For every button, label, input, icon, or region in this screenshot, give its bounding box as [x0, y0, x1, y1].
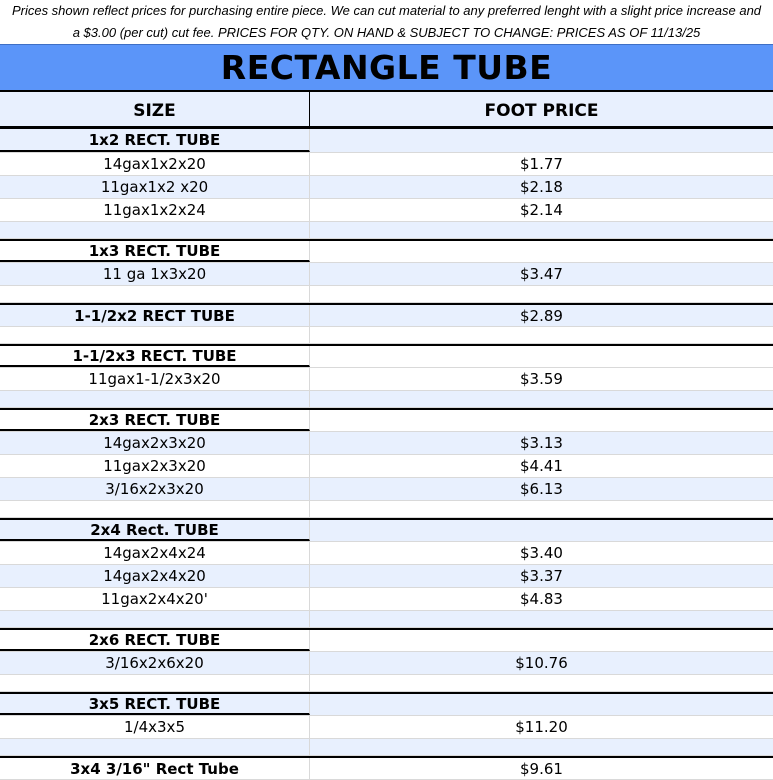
size-cell[interactable]: 11gax2x4x20'	[0, 588, 310, 610]
table-row[interactable]	[0, 303, 773, 327]
size-cell[interactable]	[0, 675, 310, 691]
table-row[interactable]	[0, 368, 773, 391]
table-header	[0, 92, 773, 129]
table-row[interactable]	[0, 129, 773, 153]
price-cell[interactable]	[310, 327, 773, 343]
spacer-row	[0, 675, 773, 692]
size-cell[interactable]	[0, 222, 310, 238]
price-cell[interactable]: $4.41	[520, 457, 563, 475]
size-cell[interactable]: 1/4x3x5	[0, 716, 310, 738]
price-cell[interactable]	[310, 391, 773, 407]
price-notice	[0, 0, 773, 44]
price-cell[interactable]: $3.37	[520, 567, 563, 585]
size-cell[interactable]	[0, 501, 310, 517]
size-cell[interactable]	[0, 286, 310, 302]
table-row[interactable]	[0, 588, 773, 611]
table-row[interactable]	[0, 263, 773, 286]
table-row[interactable]	[0, 716, 773, 739]
size-cell[interactable]: 11gax1-1/2x3x20	[0, 368, 310, 390]
table-row[interactable]	[0, 542, 773, 565]
spacer-row	[0, 327, 773, 344]
table-row[interactable]	[0, 408, 773, 432]
size-cell[interactable]: 3x4 3/16" Rect Tube	[0, 758, 310, 779]
size-cell[interactable]: 14gax1x2x20	[0, 153, 310, 175]
size-cell[interactable]: 11gax1x2x24	[0, 199, 310, 221]
price-cell[interactable]: $2.89	[520, 306, 563, 325]
size-cell[interactable]: 3x5 RECT. TUBE	[0, 694, 310, 715]
table-row[interactable]	[0, 478, 773, 501]
spacer-row	[0, 391, 773, 408]
sheet-title: RECTANGLE TUBE	[0, 44, 773, 92]
size-cell[interactable]: 14gax2x4x24	[0, 542, 310, 564]
size-cell[interactable]	[0, 611, 310, 627]
table-row[interactable]	[0, 565, 773, 588]
price-cell[interactable]	[310, 410, 773, 431]
size-cell[interactable]	[0, 739, 310, 755]
table-row[interactable]	[0, 432, 773, 455]
size-cell[interactable]: 1-1/2x3 RECT. TUBE	[0, 346, 310, 367]
price-cell[interactable]: $3.13	[520, 434, 563, 452]
price-cell[interactable]	[310, 501, 773, 517]
size-cell[interactable]: 2x6 RECT. TUBE	[0, 630, 310, 651]
size-cell[interactable]: 11gax2x3x20	[0, 455, 310, 477]
spacer-row	[0, 611, 773, 628]
table-row[interactable]	[0, 344, 773, 368]
spacer-row	[0, 222, 773, 239]
price-cell[interactable]	[310, 630, 773, 651]
foot-price-column-header[interactable]: FOOT PRICE	[484, 101, 599, 121]
size-cell[interactable]: 11 ga 1x3x20	[0, 263, 310, 285]
size-cell[interactable]: 2x4 Rect. TUBE	[0, 520, 310, 541]
price-cell[interactable]: $3.59	[520, 370, 563, 388]
price-cell[interactable]: $11.20	[515, 718, 568, 736]
size-column-header[interactable]: SIZE	[0, 92, 310, 126]
table-row[interactable]	[0, 239, 773, 263]
price-cell[interactable]: $1.77	[520, 155, 563, 173]
price-cell[interactable]	[310, 520, 773, 541]
price-cell[interactable]: $6.13	[520, 480, 563, 498]
notice-line-1: Prices shown reflect prices for purchasing entire piece. We can cut material to any preferred lenght with a slight price increase and	[11, 3, 762, 18]
price-cell[interactable]	[310, 129, 773, 152]
price-cell[interactable]	[310, 241, 773, 262]
price-cell[interactable]	[310, 739, 773, 755]
price-cell[interactable]	[310, 675, 773, 691]
table-row[interactable]	[0, 455, 773, 478]
price-cell[interactable]	[310, 346, 773, 367]
table-row[interactable]	[0, 652, 773, 675]
table-row[interactable]	[0, 176, 773, 199]
price-cell[interactable]: $10.76	[515, 654, 568, 672]
price-cell[interactable]	[310, 286, 773, 302]
table-row[interactable]	[0, 628, 773, 652]
price-cell[interactable]: $3.40	[520, 544, 563, 562]
price-table	[0, 129, 773, 780]
price-cell[interactable]: $4.83	[520, 590, 563, 608]
table-row[interactable]	[0, 756, 773, 780]
price-cell[interactable]	[310, 694, 773, 715]
size-cell[interactable]: 1-1/2x2 RECT TUBE	[0, 305, 310, 326]
table-row[interactable]	[0, 153, 773, 176]
spacer-row	[0, 501, 773, 518]
size-cell[interactable]: 1x2 RECT. TUBE	[0, 129, 310, 152]
size-cell[interactable]: 3/16x2x6x20	[0, 652, 310, 674]
table-row[interactable]	[0, 692, 773, 716]
price-cell[interactable]: $9.61	[520, 759, 563, 778]
size-cell[interactable]: 14gax2x4x20	[0, 565, 310, 587]
price-cell[interactable]	[310, 222, 773, 238]
notice-line-2: a $3.00 (per cut) cut fee. PRICES FOR QTY. ON HAND & SUBJECT TO CHANGE: PRICES AS OF 11/13/25	[72, 25, 701, 40]
size-cell[interactable]: 2x3 RECT. TUBE	[0, 410, 310, 431]
price-cell[interactable]: $3.47	[520, 265, 563, 283]
size-cell[interactable]: 3/16x2x3x20	[0, 478, 310, 500]
price-cell[interactable]: $2.18	[520, 178, 563, 196]
size-cell[interactable]: 1x3 RECT. TUBE	[0, 241, 310, 262]
size-cell[interactable]	[0, 327, 310, 343]
spacer-row	[0, 739, 773, 756]
table-row[interactable]	[0, 518, 773, 542]
size-cell[interactable]	[0, 391, 310, 407]
size-cell[interactable]: 14gax2x3x20	[0, 432, 310, 454]
size-cell[interactable]: 11gax1x2 x20	[0, 176, 310, 198]
table-row[interactable]	[0, 199, 773, 222]
spacer-row	[0, 286, 773, 303]
price-cell[interactable]	[310, 611, 773, 627]
price-cell[interactable]: $2.14	[520, 201, 563, 219]
